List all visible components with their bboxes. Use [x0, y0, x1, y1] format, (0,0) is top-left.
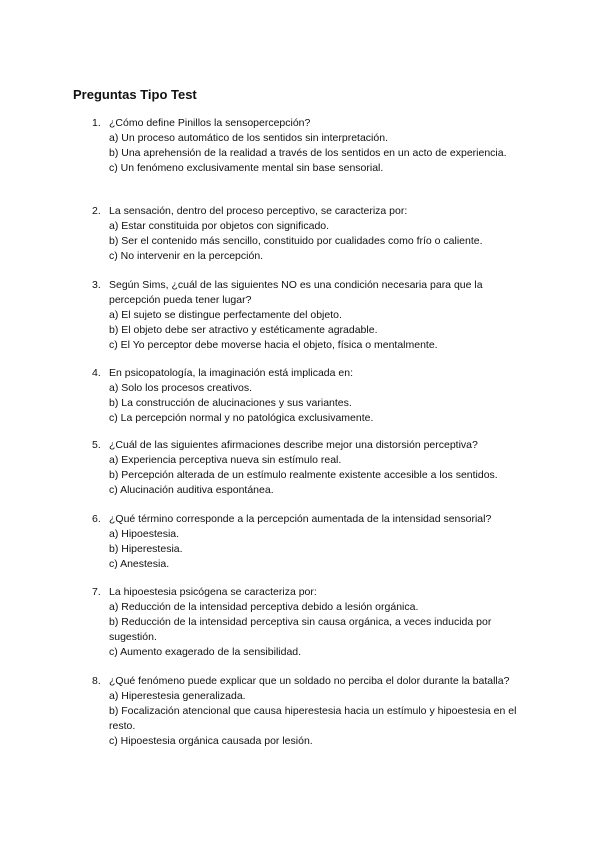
- page-title: Preguntas Tipo Test: [73, 87, 197, 102]
- option-c: c) No intervenir en la percepción.: [109, 250, 264, 262]
- question-number: 6.: [92, 513, 101, 525]
- question-text: En psicopatología, la imaginación está implicada en:: [109, 367, 353, 379]
- option-c: c) Alucinación auditiva espontánea.: [109, 484, 274, 496]
- question-6: [92, 512, 532, 572]
- question-1: [92, 116, 532, 176]
- option-a: a) Hiperestesia generalizada.: [109, 690, 246, 702]
- question-number: 1.: [92, 117, 101, 129]
- option-c: c) El Yo perceptor debe moverse hacia el objeto, física o mentalmente.: [109, 339, 438, 351]
- option-b: b) Percepción alterada de un estímulo realmente existente accesible a los sentidos.: [109, 469, 498, 481]
- option-b: b) Hiperestesia.: [109, 543, 183, 555]
- option-c: c) Anestesia.: [109, 558, 170, 570]
- question-number: 7.: [92, 586, 101, 598]
- option-b: b) El objeto debe ser atractivo y estéticamente agradable.: [109, 324, 378, 336]
- question-number: 2.: [92, 205, 101, 217]
- question-number: 3.: [92, 279, 101, 291]
- option-c: c) La percepción normal y no patológica exclusivamente.: [109, 412, 374, 424]
- question-number: 8.: [92, 675, 101, 687]
- question-text: ¿Qué fenómeno puede explicar que un soldado no perciba el dolor durante la batalla?: [109, 675, 510, 687]
- option-b: b) Una aprehensión de la realidad a través de los sentidos en un acto de experiencia.: [109, 147, 507, 159]
- question-text: ¿Cómo define Pinillos la sensopercepción?: [109, 117, 311, 129]
- option-a: a) Hipoestesia.: [109, 528, 180, 540]
- question-4: [92, 366, 532, 426]
- option-a: a) Solo los procesos creativos.: [109, 382, 252, 394]
- option-a: a) Reducción de la intensidad perceptiva debido a lesión orgánica.: [109, 601, 419, 613]
- option-a: a) Estar constituida por objetos con significado.: [109, 220, 330, 232]
- question-text: ¿Qué término corresponde a la percepción aumentada de la intensidad sensorial?: [109, 513, 492, 525]
- option-c: c) Un fenómeno exclusivamente mental sin base sensorial.: [109, 162, 384, 174]
- question-text: Según Sims, ¿cuál de las siguientes NO es una condición necesaria para que la percepción pueda tener lugar?: [109, 279, 483, 306]
- question-7: [92, 585, 532, 660]
- question-text: La sensación, dentro del proceso perceptivo, se caracteriza por:: [109, 205, 408, 217]
- question-number: 4.: [92, 367, 101, 379]
- question-number: 5.: [92, 439, 101, 451]
- option-b: b) La construcción de alucinaciones y sus variantes.: [109, 397, 352, 409]
- question-5: [92, 438, 532, 498]
- question-3: [92, 278, 532, 353]
- option-a: a) Experiencia perceptiva nueva sin estímulo real.: [109, 454, 342, 466]
- question-text: La hipoestesia psicógena se caracteriza por:: [109, 586, 317, 598]
- option-b: b) Reducción de la intensidad perceptiva sin causa orgánica, a veces inducida por sugestión.: [109, 616, 492, 643]
- option-b: b) Ser el contenido más sencillo, constituido por cualidades como frío o caliente.: [109, 235, 483, 247]
- option-a: a) El sujeto se distingue perfectamente del objeto.: [109, 309, 342, 321]
- question-text: ¿Cuál de las siguientes afirmaciones describe mejor una distorsión perceptiva?: [109, 439, 478, 451]
- question-2: [92, 204, 532, 264]
- option-a: a) Un proceso automático de los sentidos sin interpretación.: [109, 132, 388, 144]
- option-c: c) Hipoestesia orgánica causada por lesión.: [109, 735, 313, 747]
- option-c: c) Aumento exagerado de la sensibilidad.: [109, 646, 302, 658]
- option-b: b) Focalización atencional que causa hiperestesia hacia un estímulo y hipoestesia en el resto.: [109, 705, 517, 732]
- question-8: [92, 674, 532, 749]
